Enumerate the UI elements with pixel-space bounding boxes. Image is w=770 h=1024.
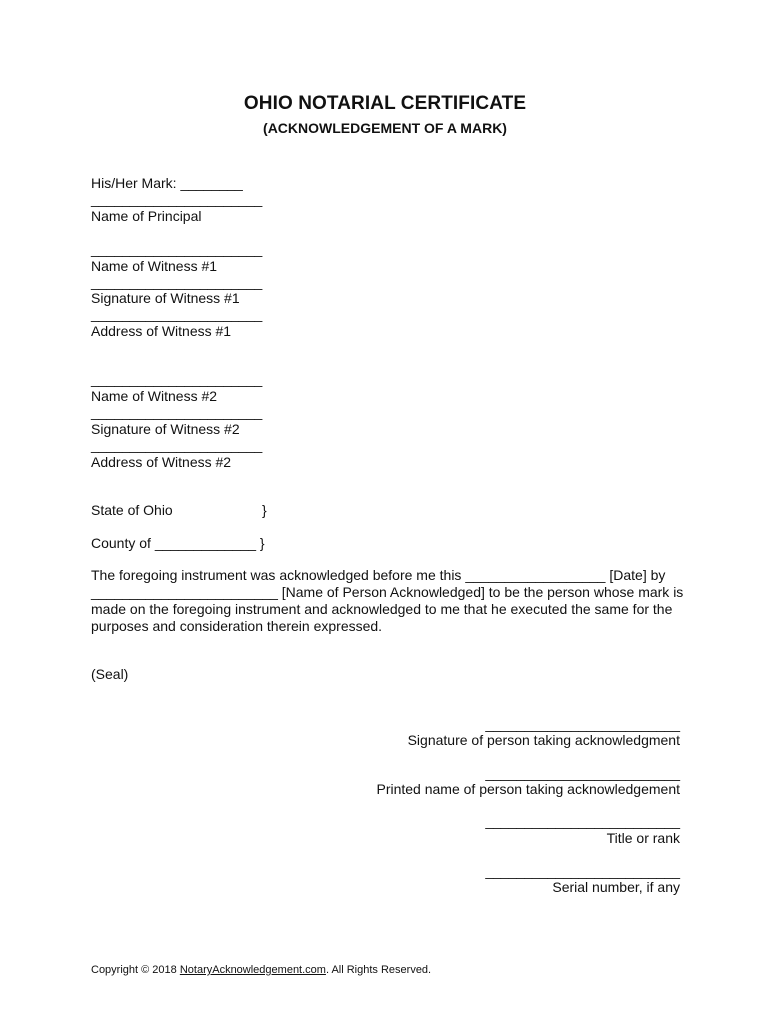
mark-line: His/Her Mark: ________: [91, 175, 243, 191]
witness2-address-blank: ______________________: [91, 437, 263, 453]
title-rank-blank: _________________________: [485, 813, 680, 829]
paragraph-line-4: purposes and consideration therein expressed.: [91, 618, 383, 634]
printed-name-label: Printed name of person taking acknowledgement: [376, 781, 680, 797]
witness2-address-label: Address of Witness #2: [91, 454, 232, 470]
witness2-name-blank: ______________________: [91, 371, 263, 387]
seal-label: (Seal): [91, 666, 129, 682]
copyright-link[interactable]: NotaryAcknowledgement.com: [179, 964, 326, 976]
principal-name-label: Name of Principal: [91, 208, 202, 224]
copyright-footer: [91, 964, 431, 976]
witness1-address-blank: ______________________: [91, 306, 263, 322]
state-brace: }: [262, 502, 267, 518]
county-line: County of _____________ }: [91, 535, 265, 551]
acknowledgement-paragraph: [91, 567, 684, 635]
document-subtitle: (ACKNOWLEDGEMENT OF A MARK): [263, 120, 507, 136]
copyright-prefix: Copyright © 2018: [91, 964, 180, 976]
witness1-name-label: Name of Witness #1: [91, 258, 218, 274]
printed-name-blank: _________________________: [485, 765, 680, 781]
state-label: State of Ohio: [91, 502, 173, 518]
paragraph-line-1: The foregoing instrument was acknowledged before me this __________________ [Date] by: [91, 567, 666, 583]
copyright-suffix: . All Rights Reserved.: [325, 964, 432, 976]
witness1-signature-blank: ______________________: [91, 274, 263, 290]
title-rank-label: Title or rank: [606, 830, 680, 846]
serial-number-label: Serial number, if any: [552, 879, 680, 895]
serial-number-blank: _________________________: [485, 863, 680, 879]
paragraph-line-3: made on the foregoing instrument and acknowledged to me that he executed the same for the: [91, 601, 673, 617]
principal-blank: ______________________: [91, 191, 263, 207]
document-title: OHIO NOTARIAL CERTIFICATE: [243, 93, 527, 114]
signature-blank: _________________________: [485, 716, 680, 732]
signature-label: Signature of person taking acknowledgment: [407, 732, 680, 748]
witness1-signature-label: Signature of Witness #1: [91, 290, 240, 306]
witness2-signature-label: Signature of Witness #2: [91, 421, 240, 437]
witness2-name-label: Name of Witness #2: [91, 388, 218, 404]
witness1-address-label: Address of Witness #1: [91, 323, 232, 339]
witness1-name-blank: ______________________: [91, 241, 263, 257]
witness2-signature-blank: ______________________: [91, 404, 263, 420]
paragraph-line-2: ________________________ [Name of Person Acknowledged] to be the person whose mark is: [91, 584, 684, 600]
